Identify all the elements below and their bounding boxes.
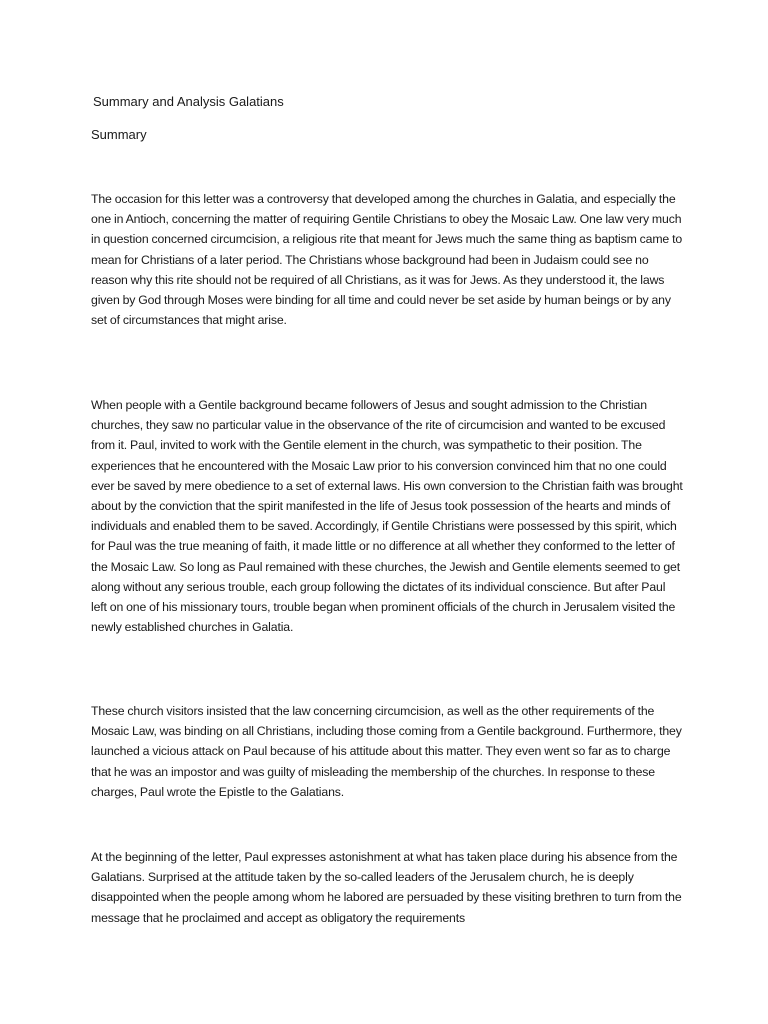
paragraph-1: The occasion for this letter was a controversy that developed among the churches in Galatia, and especially the one in Antioch, concerning the matter of requiring Gentile Christians to obey the Mosaic Law. One law very much in question concerned circumcision, a religious rite that meant for Jews much the same thing as baptism came to mean for Christians of a later period. The Christians whose background had been in Judaism could see no reason why this rite should not be required of all Christians, as it was for Jews. As they understood it, the laws given by God through Moses were binding for all time and could never be set aside by human beings or by any set of circumstances that might arise.: [91, 192, 683, 328]
document-title: Summary and Analysis Galatians: [93, 94, 284, 109]
paragraph-3: These church visitors insisted that the law concerning circumcision, as well as the other requirements of the Mosaic Law, was binding on all Christians, including those coming from a Gentile background. Furthermore, they launched a vicious attack on Paul because of his attitude about this matter. They even went so far as to charge that he was an impostor and was guilty of misleading the membership of the churches. In response to these charges, Paul wrote the Epistle to the Galatians.: [91, 704, 682, 799]
section-heading-summary: Summary: [91, 127, 147, 142]
paragraph-2: When people with a Gentile background became followers of Jesus and sought admission to the Christian churches, they saw no particular value in the observance of the rite of circumcision and wanted to be excused from it. Paul, invited to work with the Gentile element in the church, was sympathetic to their position. The experiences that he encountered with the Mosaic Law prior to his conversion convinced him that no one could ever be saved by mere obedience to a set of external laws. His own conversion to the Christian faith was brought about by the conviction that the spirit manifested in the life of Jesus took possession of the hearts and minds of individuals and enabled them to be saved. Accordingly, if Gentile Christians were possessed by this spirit, which for Paul was the true meaning of faith, it made little or no difference at all whether they conformed to the letter of the Mosaic Law. So long as Paul remained with these churches, the Jewish and Gentile elements seemed to get along without any serious trouble, each group following the dictates of its individual conscience. But after Paul left on one of his missionary tours, trouble began when prominent officials of the church in Jerusalem visited the newly established churches in Galatia.: [91, 398, 683, 635]
paragraph-4: At the beginning of the letter, Paul expresses astonishment at what has taken place during his absence from the Galatians. Surprised at the attitude taken by the so-called leaders of the Jerusalem church, he is deeply disappointed when the people among whom he labored are persuaded by these visiting brethren to turn from the message that he proclaimed and accept as obligatory the requirements: [91, 850, 682, 925]
